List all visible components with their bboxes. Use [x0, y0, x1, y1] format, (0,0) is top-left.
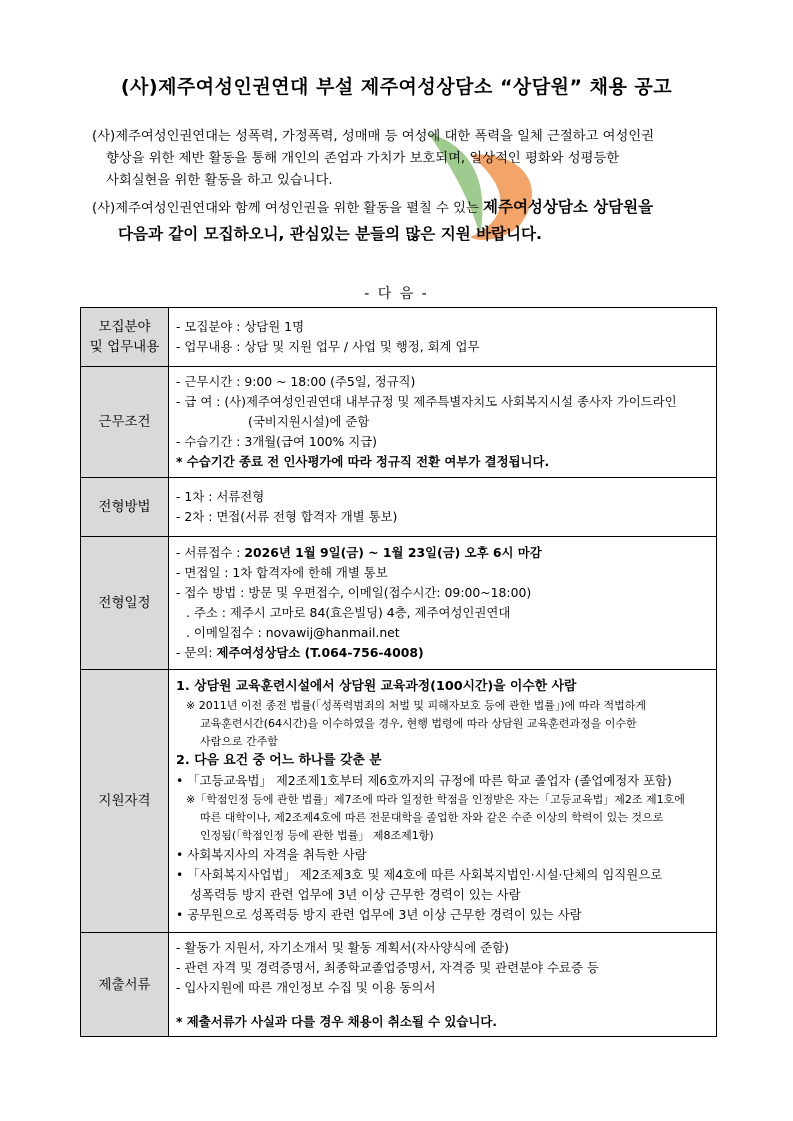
documents-content — [169, 933, 717, 1037]
bullet-line: • 「사회복지사업법」 제2조제3호 및 제4호에 따른 사회복지법인·시설·단체의 임직원으로 — [176, 867, 663, 882]
content-label: - 문의: — [176, 645, 217, 660]
table-row — [81, 537, 717, 670]
row-header-text: 및 업무내용 — [89, 339, 160, 355]
content-line: - 1차 : 서류전형 — [176, 489, 265, 504]
note-line: 교육훈련시간(64시간)을 이수하였을 경우, 현행 법령에 따라 상담원 교육훈련과정을 이수한 — [200, 717, 637, 730]
content-line-emphasis: * 수습기간 종료 전 인사평가에 따라 정규직 전환 여부가 결정됩니다. — [176, 454, 550, 469]
row-header-recruit — [81, 308, 169, 367]
row-header-qualification: 지원자격 — [81, 670, 169, 933]
intro-line-emphasis: 제주여성상담소 상담원을 — [483, 198, 654, 216]
intro-line: 향상을 위한 제반 활동을 통해 개인의 존엄과 가치가 보호되며, 일상적인 평화와 성평등한 — [106, 151, 620, 166]
intro-line: 사회실현을 위한 활동을 하고 있습니다. — [106, 173, 333, 188]
content-line: - 근무시간 : 9:00 ~ 18:00 (주5일, 정규직) — [176, 374, 416, 389]
section-divider-label: - 다 음 - — [364, 286, 429, 302]
email-line: . 이메일접수 : novawij@hanmail.net — [186, 625, 400, 640]
content-line: - 입사지원에 따른 개인정보 수집 및 이용 동의서 — [176, 979, 436, 995]
table-row — [81, 933, 717, 1037]
recruitment-details-table — [80, 307, 717, 1037]
bullet-line: 성폭력등 방지 관련 업무에 3년 이상 근무한 경력이 있는 사람 — [190, 887, 521, 902]
intro-line-normal: (사)제주여성인권연대와 함께 여성인권을 위한 활동을 펼칠 수 있는 — [92, 201, 483, 216]
contact-info: 제주여성상담소 (T.064-756-4008) — [216, 645, 424, 660]
table-row — [81, 308, 717, 367]
posting-title: (사)제주여성인권연대 부설 제주여성상담소 “상담원” 채용 공고 — [120, 76, 673, 98]
conditions-content — [169, 367, 717, 478]
qualification-content — [169, 670, 717, 933]
row-header-documents: 제출서류 — [81, 933, 169, 1037]
content-line: - 2차 : 면접(서류 전형 합격자 개별 통보) — [176, 509, 398, 524]
address-line: . 주소 : 제주시 고마로 84(효은빌딩) 4층, 제주여성인권연대 — [186, 605, 511, 620]
table-row — [81, 670, 717, 933]
intro-line-emphasis: 다음과 같이 모집하오니, 관심있는 분들의 많은 지원 바랍니다. — [118, 225, 542, 243]
content-line: - 모집분야 : 상담원 1명 — [176, 319, 305, 334]
content-line: - 수습기간 : 3개월(급여 100% 지급) — [176, 434, 378, 449]
content-label: - 서류접수 : — [176, 545, 245, 560]
row-header-selection: 전형방법 — [81, 478, 169, 537]
content-line: - 접수 방법 : 방문 및 우편접수, 이메일(접수시간: 09:00~18:00) — [176, 585, 532, 600]
recruit-content — [169, 308, 717, 367]
bullet-line: • 공무원으로 성폭력등 방지 관련 업무에 3년 이상 근무한 경력이 있는 사람 — [176, 907, 582, 922]
content-line: - 업무내용 : 상담 및 지원 업무 / 사업 및 행정, 회계 업무 — [176, 339, 480, 354]
table-row — [81, 367, 717, 478]
row-header-schedule: 전형일정 — [81, 537, 169, 670]
note-line: 사람으로 간주함 — [200, 735, 278, 748]
bullet-line: • 사회복지사의 자격을 취득한 사람 — [176, 847, 367, 862]
intro-text — [92, 126, 732, 245]
selection-content — [169, 478, 717, 537]
content-line: (국비지원시설)에 준함 — [248, 414, 370, 429]
note-line: 따른 대학이나, 제2조제4호에 따른 전문대학을 졸업한 자와 같은 수준 이상의 학력이 있는 것으로 — [200, 811, 664, 824]
content-line: - 활동가 지원서, 자기소개서 및 활동 계획서(자사양식에 준함) — [176, 939, 509, 955]
content-line-emphasis: * 제출서류가 사실과 다를 경우 채용이 취소될 수 있습니다. — [176, 1013, 497, 1029]
note-line: ※「학점인정 등에 관한 법률」제7조에 따라 일정한 학점을 인정받은 자는「고등교육법」제2조 제1호에 — [186, 793, 685, 806]
row-header-conditions: 근무조건 — [81, 367, 169, 478]
criterion-heading: 1. 상담원 교육훈련시설에서 상담원 교육과정(100시간)을 이수한 사람 — [176, 679, 577, 694]
note-line: ※ 2011년 이전 종전 법률(「성폭력범죄의 처벌 및 피해자보호 등에 관한 법률」)에 따라 적법하게 — [186, 699, 647, 712]
bullet-line: • 「고등교육법」 제2조제1호부터 제6호까지의 규정에 따른 학교 졸업자 (졸업예정자 포함) — [176, 773, 672, 788]
intro-line — [92, 196, 732, 220]
note-line: 인정됨(「학점인정 등에 관한 법률」 제8조제1항) — [200, 829, 434, 842]
row-header-text: 모집분야 — [98, 319, 151, 335]
criterion-heading: 2. 다음 요건 중 어느 하나를 갖춘 분 — [176, 753, 382, 768]
content-line — [176, 643, 716, 663]
table-row — [81, 478, 717, 537]
content-line: - 면접일 : 1차 합격자에 한해 개별 통보 — [176, 565, 388, 580]
application-deadline: 2026년 1월 9일(금) ~ 1월 23일(금) 오후 6시 마감 — [244, 545, 542, 560]
intro-line: (사)제주여성인권연대는 성폭력, 가정폭력, 성매매 등 여성에 대한 폭력을 일체 근절하고 여성인권 — [92, 129, 655, 144]
content-line — [176, 543, 716, 563]
schedule-content — [169, 537, 717, 670]
content-line: - 급 여 : (사)제주여성인권연대 내부규정 및 제주특별자치도 사회복지시설 종사자 가이드라인 — [176, 394, 677, 409]
content-line: - 관련 자격 및 경력증명서, 최종학교졸업증명서, 자격증 및 관련분야 수료증 등 — [176, 959, 599, 975]
